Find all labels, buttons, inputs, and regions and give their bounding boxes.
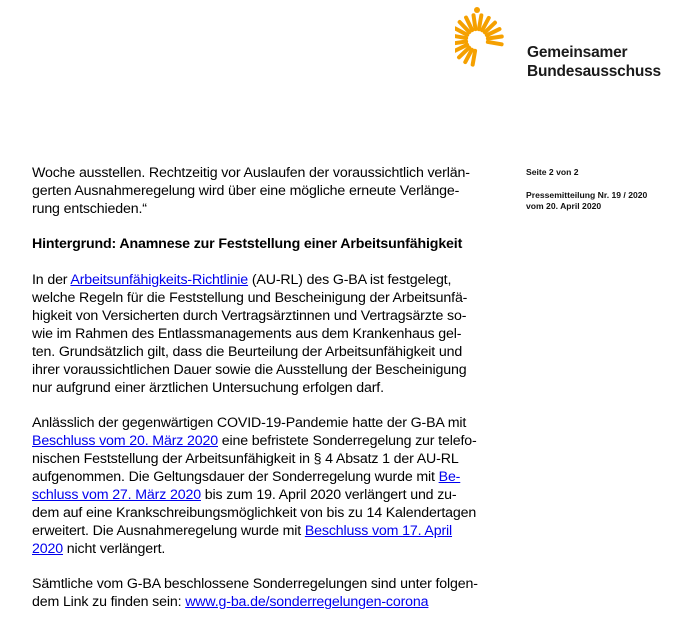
sonderregelungen-corona-link[interactable]: www.g-ba.de/sonderregelungen-corona [185, 594, 429, 610]
paragraph-special-rules-link: Sämtliche vom G-BA beschlossene Sonderregelungen sind unter folgen- dem Link zu finden sein: www.g-ba.de/sonderregelungen-corona [32, 576, 478, 610]
logo-line-1: Gemeinsamer [527, 44, 628, 61]
document-meta [526, 167, 686, 212]
logo-ray [455, 42, 466, 44]
beschluss-27-maerz-link-part2[interactable]: schluss vom 27. März 2020 [32, 487, 201, 503]
beschluss-17-april-link-part2[interactable]: 2020 [32, 541, 63, 557]
logo-ray [479, 15, 481, 29]
paragraph-covid-regulation: Anlässlich der gegenwärtigen COVID-19-Pandemie hatte der G-BA mit Beschluss vom 20. März 2020 eine befristete Sonderregelung zur telefo- nischen Feststellung der Arbeitsunfähigkeit in § 4 Absatz 1 der AU-RL aufgenommen. Die Geltungsdauer der Sonderregelung wurde mit Be- schluss vom 27. März 2020 bis zum 19. April 2020 verlängert und zu- dem auf eine Krankschreibungsmöglichkeit von bis zu 14 Kalendertagen erweitert. Die Ausnahmeregelung wurde mit Beschluss vom 17. April 2020 nicht verlängert. [32, 415, 477, 557]
paragraph-quote-end: Woche ausstellen. Rechtzeitig vor Auslaufen der voraussichtlich verlän- gerten Ausnahmeregelung wird über eine mögliche erneute Verlänge- rung entschieden.“ [32, 165, 470, 217]
logo-ray [488, 37, 502, 39]
beschluss-27-maerz-link-part1[interactable]: Be- [438, 469, 461, 485]
logo-ray [474, 15, 476, 29]
logo-wordmark [527, 43, 661, 81]
page-number: Seite 2 von 2 [526, 167, 579, 177]
logo-line-2: Bundesausschuss [527, 63, 661, 80]
logo-ray [473, 51, 475, 65]
paragraph-background: In der Arbeitsunfähigkeits-Richtlinie (AU-RL) des G-BA ist festgelegt, welche Regeln für die Feststellung und Bescheinigung der Arbeitsunfä- higkeit von Versicherten durch Vertragsärztinnen und Vertragsärzte so- wie im Rahmen des Entlassmanagements aus dem Krankenhaus gel- ten. Grundsätzlich gilt, dass die Beurteilung der Arbeitsunfähigkeit und ihrer voraussichtlichen Dauer sowie die Ausstellung der Bescheinigung nur aufgrund einer ärztlichen Untersuchung erfolgen darf. [32, 272, 468, 396]
logo-ray [455, 36, 466, 38]
beschluss-17-april-link-part1[interactable]: Beschluss vom 17. April [304, 523, 453, 539]
logo-dot [474, 7, 480, 13]
press-release-body [32, 164, 510, 628]
logo-ray [488, 42, 502, 44]
press-release-date: vom 20. April 2020 [526, 201, 602, 211]
au-richtlinie-link[interactable]: Arbeitsunfähigkeits-Richtlinie [70, 272, 249, 288]
section-heading: Hintergrund: Anamnese zur Feststellung einer Arbeitsunfähigkeit [32, 236, 463, 252]
beschluss-20-maerz-link[interactable]: Beschluss vom 20. März 2020 [32, 433, 218, 449]
press-release-number: Pressemitteilung Nr. 19 / 2020 [526, 190, 648, 200]
